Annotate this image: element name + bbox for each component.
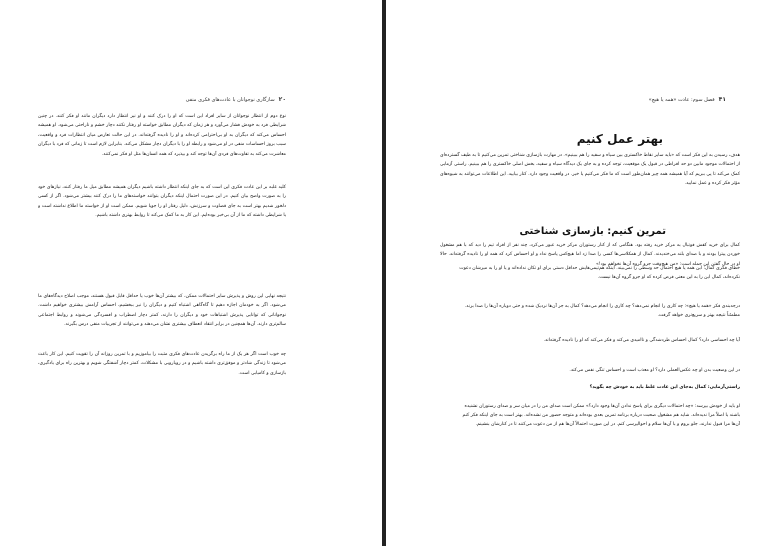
item-text: در این وضعیت بدن او چه عکس‌العملی دارد؟ او معذب است و احساس تنگی نفس می‌کند.: [569, 368, 740, 373]
item-body: [455, 366, 740, 380]
section-title-exercise: تمرین کنیم: بازسازی شناختی: [519, 226, 666, 237]
item-text: درجه‌بندی فکر «همه یا هیچ»: چه کاری را انجام نمی‌دهد؟ چه کاری را انجام می‌دهد؟ کمال به جز آن‌ها نزدیک شده و حتی دوباره آن‌ها را صدا بزند. مطمئناً نتیجه بهتر و سریع‌تری خواهد گرفت.: [464, 304, 740, 318]
right-chapter-title: فصل سوم: عادت «همه یا هیچ»: [648, 97, 715, 103]
section-title-better: بهتر عمل کنیم: [576, 132, 663, 146]
right-page-number: ۴۱: [718, 96, 726, 103]
item-text: راستی‌آزمایی: کمال به‌جای این عادت غلط باید به خودش چه بگوید؟: [589, 385, 740, 390]
left-paragraph-3: نتیجه نهایی این روش و پذیرش سایر احتمالات ممکن، که بیشتر آن‌ها خوب یا حداقل قابل قبول هستند، موجب اصلاح دیدگاه‌های ما می‌شود. اگر به خودمان اجازه دهیم تا گاه‌گاهی اشتباه کنیم و دیگران را نیز ببخشیم، احساس آرامش بیشتری خواهیم داشت. نوجوانانی که توانایی پذیرش اشتباهات خود و دیگران را دارند، کمتر دچار اضطراب و افسردگی می‌شوند و روابط اجتماعی سالم‌تری دارند. آن‌ها همچنین در برابر انتقاد انعطاف بیشتری نشان می‌دهند و می‌توانند از تجربیات منفی درس بگیرند.: [38, 294, 286, 328]
item-text: او باید از خودش بپرسد: «چه احتمالات دیگری برای پاسخ ندادن آن‌ها وجود دارد؟» ممکن است صدای من را در میان سر و صدای رستوران نشنیده باشند یا اصلاً مرا ندیده‌اند. شاید هم مشغول صحبت درباره برنامه تمرین بعدی بوده‌اند و متوجه حضور من نشده‌اند. بهتر است به جای اینکه فکر کنم آن‌ها مرا قبول ندارند، جلو بروم و با آن‌ها سلام و احوالپرسی کنم. در این صورت احتمالاً آن‌ها هم از من دعوت می‌کنند تا در کنارشان بنشینم.: [462, 404, 740, 427]
intro-paragraph: هدف، رسیدن به این فکر است که «باید سایر نقاط خاکستری بین سیاه و سفید را هم ببینیم». در مهارت بازسازی شناختی تمرین می‌کنیم تا به طیف گسترده‌ای از احتمالات موجود مابین دو حد افراطی در قبول یک موقعیت، توجه کرده و به جای یک دیدگاه سیاه و سفید، بخش اصلی خاکستری را هم ببینیم. راستی آزمایی کمک می‌کند تا پی ببریم که آیا همیشه همه چیز همان‌طور است که ما فکر می‌کنیم یا خیر. در واقعیت وجود دارد. کنار بیایید. این اطلاعات می‌توانند به شیوه‌های مؤثر فکر کرده و عمل نمایید.: [440, 153, 740, 187]
left-paragraph-4: چه خوب است اگر هر یک از ما راه برگزیدن عادت‌های فکری مثبت را بیاموزیم و با تمرین روزانه آن را تقویت کنیم. این کار باعث می‌شود تا زندگی شادتر و موفق‌تری داشته باشیم و در رویارویی با مشکلات، کمتر دچار آشفتگی شویم و بهترین راه برای یادگیری، بازسازی و کامیابی است.: [38, 352, 286, 376]
left-page-number: ۲۰: [278, 96, 286, 103]
left-page: [0, 0, 382, 546]
left-paragraph-2: کلید غلبه بر این عادت فکری این است که به جای اینکه انتظار داشته باشیم دیگران همیشه مطابق میل ما رفتار کنند، نیازهای خود را به صورت واضح بیان کنیم. در این صورت احتمال اینکه دیگران بتوانند خواسته‌های ما را درک کنند بیشتر می‌شود. اگر از کسی دلخور شدیم بهتر است به جای قضاوت و سرزنش، دلیل رفتار او را جویا شویم. ممکن است او از خواسته ما اطلاع نداشته است و یا شرایطی داشته که ما از آن بی‌خبر بوده‌ایم. این کار به ما کمک می‌کند تا روابط بهتری داشته باشیم.: [38, 185, 286, 219]
item-grading: [455, 302, 740, 330]
item-reality-check: [455, 383, 740, 397]
item-feeling: [455, 336, 740, 356]
item-text: خطای فکری کمال: این همه یا هیچ احتمال حد وسطی را نمی‌بیند. اینکه هم‌تیمی‌هایش حداقل دستی برای او تکان نداده‌اند و یا او را به میزشان دعوت نکرده‌اند، کمال این را به این معنی فرض کرده که او جزو گروه آن‌ها نیست.: [459, 266, 740, 280]
right-page: [386, 0, 768, 546]
left-page-header: [186, 96, 286, 103]
left-chapter-title: سازگاری نوجوانان با عادت‌های فکری منفی: [185, 97, 275, 103]
exercise-paragraph: کمال برای خرید کفش فوتبال به مرکز خرید رفته بود. هنگامی که از کنار رستوران مرکز خرید عبور می‌کرد، چند نفر از افراد تیم را دید که با هم مشغول خوردن پیتزا بودند و با صدای بلند می‌خندیدند. کمال از همکلاسی‌ها کسی را صدا زد اما هیچ‌کس پاسخ نداد و او احساس کرد که همه او را نادیده گرفته‌اند. حالا او در حال گفتن این جمله است: «من هیچ‌وقت جزو گروه آن‌ها نخواهم بود!»: [440, 243, 740, 267]
left-paragraph-1: نوع دوم از انتظار نوجوانان از سایر افراد این است که او را درک کنند و او نیز انتظار دارد دیگران مانند او فکر کنند. در چنین شرایطی فرد به خودش فشار می‌آورد و هر زمان که دیگران مطابق خواسته او رفتار نکنند دچار خشم و ناراحتی می‌شود. او همیشه احساس می‌کند که دیگران به او بی‌احترامی کرده‌اند و او را نادیده گرفته‌اند. در این حالت تعارض میان انتظارات فرد و واقعیت، سبب بروز احساسات منفی در او می‌شود و رابطه او را با دیگران دچار مشکل می‌کند. بنابراین لازم است تا زمانی که فرد با دیگران معاشرت می‌کند به تفاوت‌های فردی آن‌ها توجه کند و بپذیرد که همه انسان‌ها مثل او فکر نمی‌کنند.: [38, 114, 286, 157]
item-text: آیا چه احساسی دارد؟ کمال احساس طردشدگی و ناامیدی می‌کند و فکر می‌کند که او را نادیده گرفته‌اند.: [543, 338, 740, 343]
right-page-header: [649, 96, 726, 103]
item-answer: [455, 402, 740, 458]
item-thinking-error: [455, 264, 740, 292]
